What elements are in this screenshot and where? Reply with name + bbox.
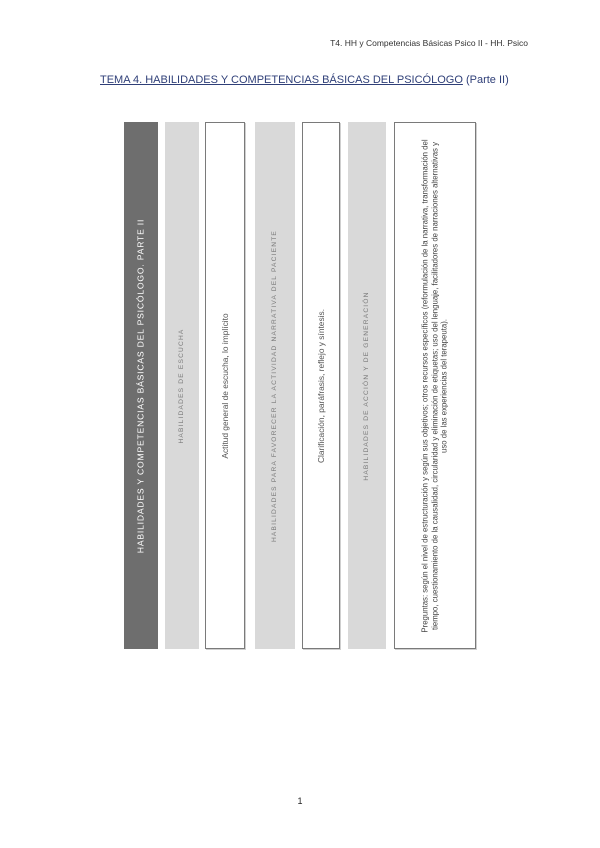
page-title-main: TEMA 4. HABILIDADES Y COMPETENCIAS BÁSICAS DEL PSICÓLOGO	[100, 74, 463, 86]
page-title-suffix: (Parte II)	[462, 74, 509, 86]
diagram-main-title-box	[124, 122, 158, 649]
page-title	[100, 74, 509, 86]
listening-skills-heading: HABILIDADES DE ESCUCHA	[177, 327, 185, 444]
action-skills-content-box	[394, 122, 476, 649]
listening-skills-content: Actitud general de escucha, lo implícito	[219, 312, 230, 459]
diagram-main-title: HABILIDADES Y COMPETENCIAS BÁSICAS DEL PSICÓLOGO. PARTE II	[135, 218, 146, 553]
narrative-skills-heading-box	[255, 122, 295, 649]
narrative-skills-content-box	[302, 122, 340, 649]
page-number: 1	[297, 796, 303, 806]
narrative-skills-content: Clarificación, paráfrasis, reflejo y síntesis.	[315, 308, 326, 463]
running-header: T4. HH y Competencias Básicas Psico II - HH. Psico	[330, 38, 528, 48]
listening-skills-heading-box	[165, 122, 199, 649]
listening-skills-content-box	[205, 122, 245, 649]
action-skills-heading-box	[348, 122, 386, 649]
narrative-skills-heading: HABILIDADES PARA FAVORECER LA ACTIVIDAD NARRATIVA DEL PACIENTE	[270, 229, 278, 542]
action-skills-heading: HABILIDADES DE ACCIÓN Y DE GENERACIÓN	[362, 290, 370, 481]
action-skills-content: Preguntas: según el nivel de estructuración y según sus objetivos; otros recursos específicos (reformulación de la narrativa, transformación del tiempo, cuestionamiento de la causalidad, circularidad y eliminación de etiquetas; uso del lenguaje, facilitadores de narraciones alternativas y uso de las experiencias del terapeuta).	[420, 138, 449, 633]
